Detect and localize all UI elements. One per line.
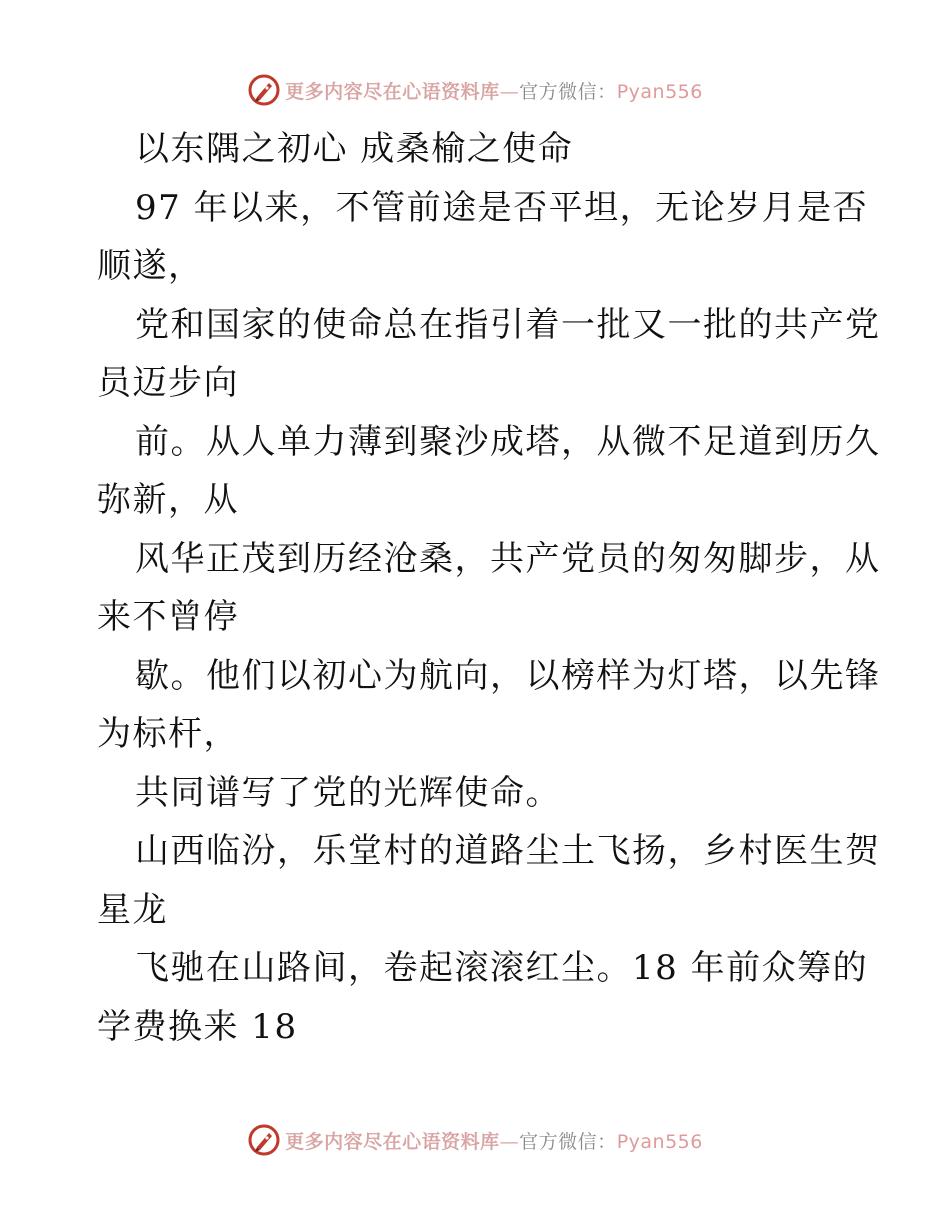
body-line: 飞驰在山路间，卷起滚滚红尘。18 年前众筹的 [135,948,869,988]
body-line: 前。从人单力薄到聚沙成塔，从微不足道到历久 [135,421,881,462]
body-line: 弥新，从 [97,480,239,520]
fountain-pen-logo-icon [247,73,281,107]
body-line: 风华正茂到历经沧桑，共产党员的匆匆脚步，从 [135,538,881,579]
body-line: 来不曾停 [97,597,239,637]
body-line: 党和国家的使命总在指引着一批又一批的共产党 [135,304,881,345]
header-watermark-banner [0,70,950,110]
body-line: 学费换来 18 [97,1006,298,1047]
body-line: 星龙 [97,889,168,930]
watermark-label: 官方微信： [519,1130,617,1153]
body-line: 以东隅之初心 成桑榆之使命 [135,129,574,169]
body-line: 97 年以来，不管前途是否平坦，无论岁月是否 [135,187,869,228]
watermark-main-text: 更多内容尽在心语资料库 [285,80,500,103]
footer-watermark-banner [0,1120,950,1160]
watermark-dash: — [499,80,520,103]
body-line: 顺遂， [97,246,204,286]
document-body [97,120,881,1056]
watermark-text [285,1127,703,1154]
body-line: 歇。他们以初心为航向，以榜样为灯塔，以先锋 [135,655,881,696]
watermark-wechat-id: Pyan556 [616,80,703,103]
body-line: 共同谱写了党的光辉使命。 [135,772,561,813]
fountain-pen-logo-icon [247,1123,281,1157]
body-line: 员迈步向 [97,363,239,403]
watermark-dash: — [499,1130,520,1153]
watermark-text [285,77,703,104]
body-line: 山西临汾，乐堂村的道路尘土飞扬，乡村医生贺 [135,831,881,871]
body-line: 为标杆， [97,714,239,754]
watermark-main-text: 更多内容尽在心语资料库 [285,1130,500,1153]
watermark-label: 官方微信： [519,80,617,103]
watermark-wechat-id: Pyan556 [616,1130,703,1153]
